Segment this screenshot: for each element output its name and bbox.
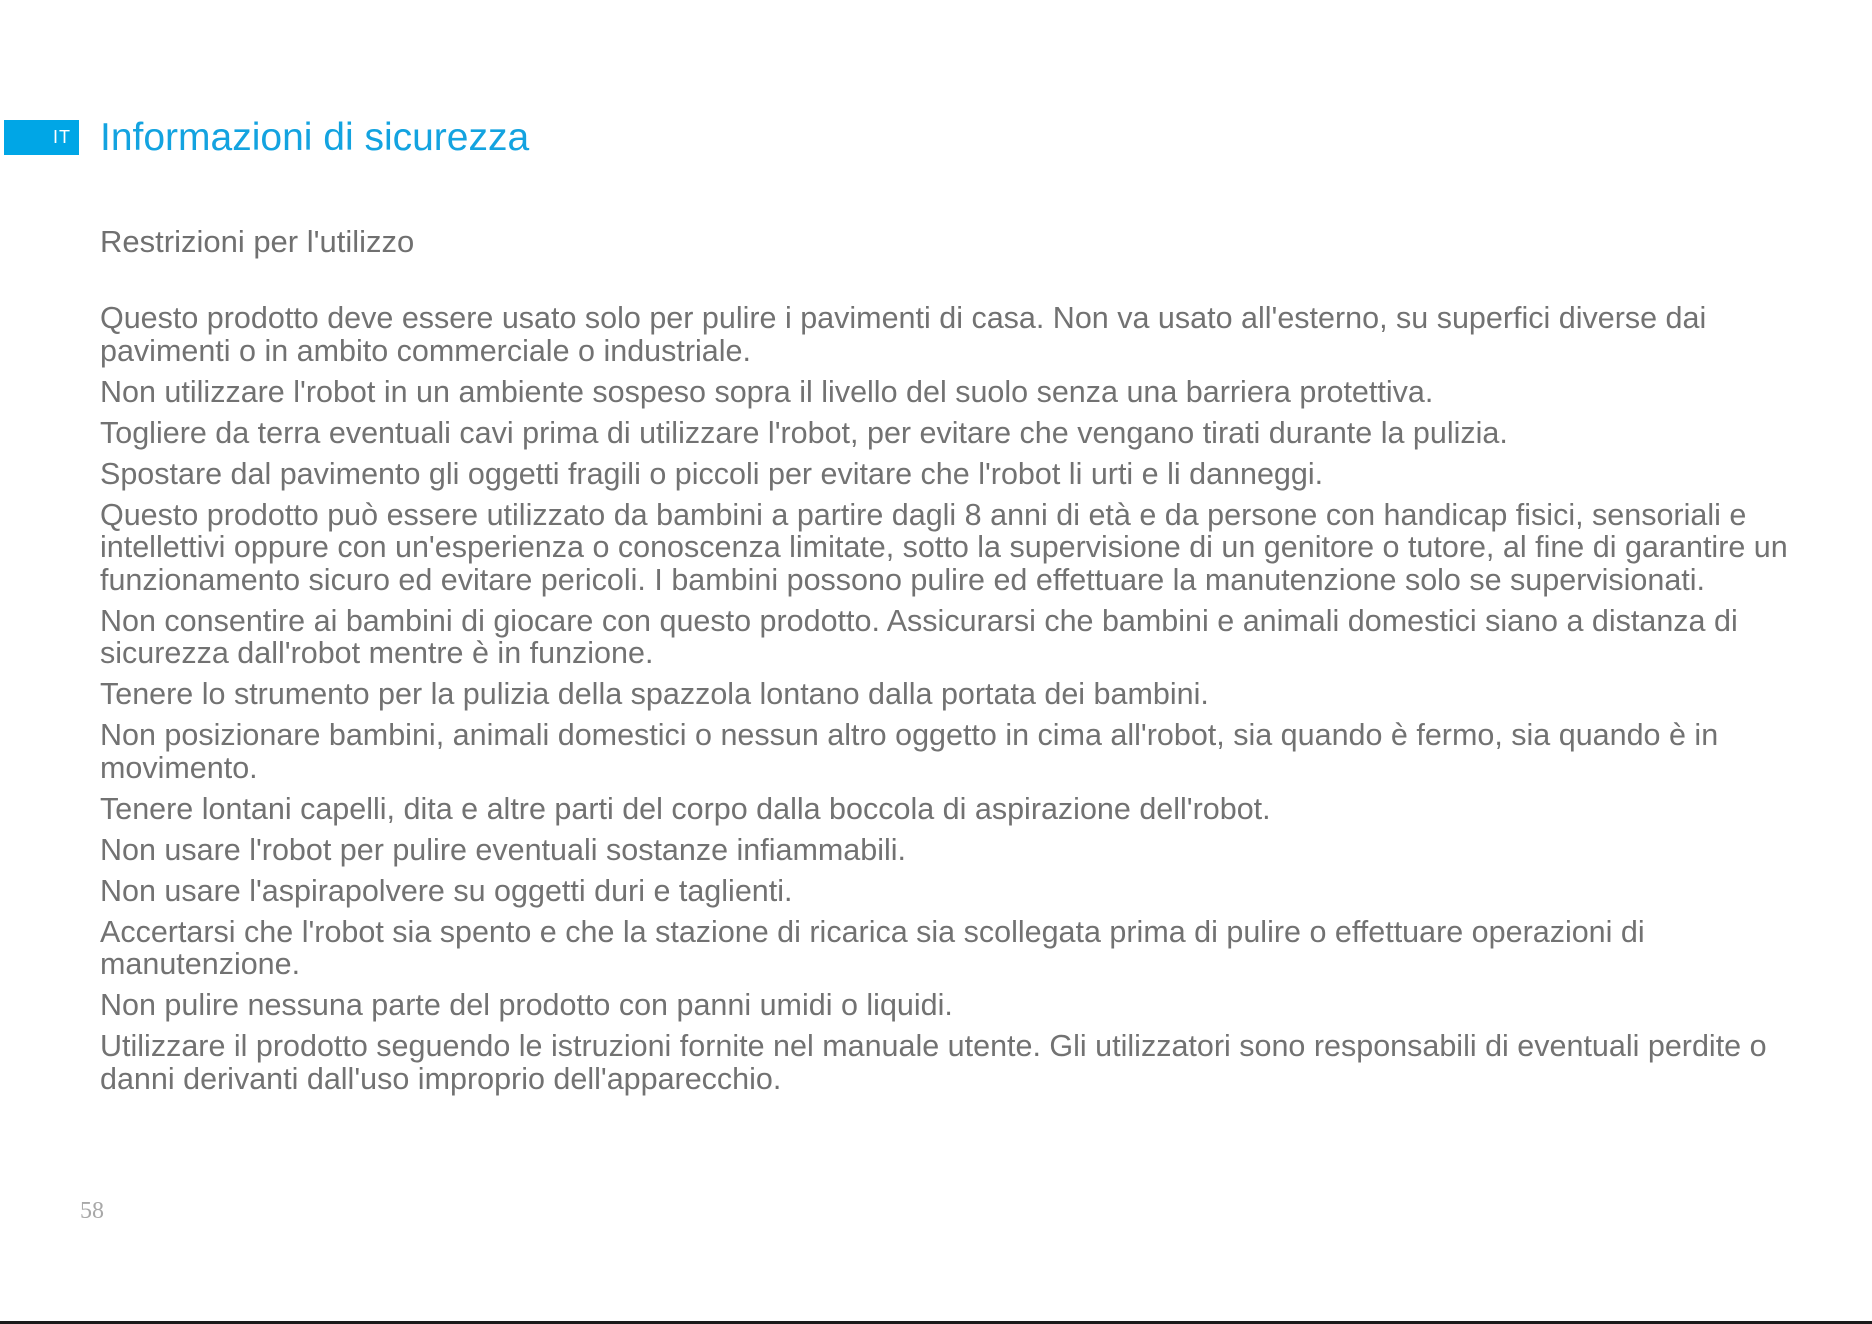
list-item: Questo prodotto può essere utilizzato da bambini a partire dagli 8 anni di età e da persone con handicap fisici, sensoriali e intellettivi oppure con un'esperienza o conoscenza limitate, sotto la supervisione di un genitore o tutore, al fine di garantire un funzionamento sicuro ed evitare pericoli. I bambini possono pulire ed effettuare la manutenzione solo se supervisionati. [100,497,1788,597]
section-subtitle: Restrizioni per l'utilizzo [100,224,415,259]
list-item: Non usare l'aspirapolvere su oggetti duri e taglienti. [100,873,793,908]
list-item: Non posizionare bambini, animali domestici o nessun altro oggetto in cima all'robot, sia quando è fermo, sia quando è in movimento. [100,718,1719,785]
list-item: Non utilizzare l'robot in un ambiente sospeso sopra il livello del suolo senza una barriera protettiva. [100,374,1434,409]
list-item: Tenere lontani capelli, dita e altre parti del corpo dalla boccola di aspirazione dell'robot. [100,791,1271,826]
language-tag: IT [4,120,79,155]
list-item: Togliere da terra eventuali cavi prima di utilizzare l'robot, per evitare che vengano tirati durante la pulizia. [100,415,1508,450]
page-number: 58 [80,1198,104,1224]
list-item: Non usare l'robot per pulire eventuali sostanze infiammabili. [100,832,907,867]
list-item: Utilizzare il prodotto seguendo le istruzioni fornite nel manuale utente. Gli utilizzatori sono responsabili di eventuali perdite o danni derivanti dall'uso improprio dell'apparecchio. [100,1029,1767,1096]
page-title: Informazioni di sicurezza [100,116,530,159]
list-item: Spostare dal pavimento gli oggetti fragili o piccoli per evitare che l'robot li urti e li danneggi. [100,456,1324,491]
list-item: Questo prodotto deve essere usato solo per pulire i pavimenti di casa. Non va usato all'esterno, su superfici diverse dai pavimenti o in ambito commerciale o industriale. [100,301,1707,368]
list-item: Non consentire ai bambini di giocare con questo prodotto. Assicurarsi che bambini e animali domestici siano a distanza di sicurezza dall'robot mentre è in funzione. [100,603,1738,670]
list-item: Non pulire nessuna parte del prodotto con panni umidi o liquidi. [100,988,953,1022]
list-item: Accertarsi che l'robot sia spento e che la stazione di ricarica sia scollegata prima di pulire o effettuare operazioni di manutenzione. [100,914,1645,981]
safety-restrictions-list [100,302,1800,1104]
list-item: Tenere lo strumento per la pulizia della spazzola lontano dalla portata dei bambini. [100,677,1209,711]
